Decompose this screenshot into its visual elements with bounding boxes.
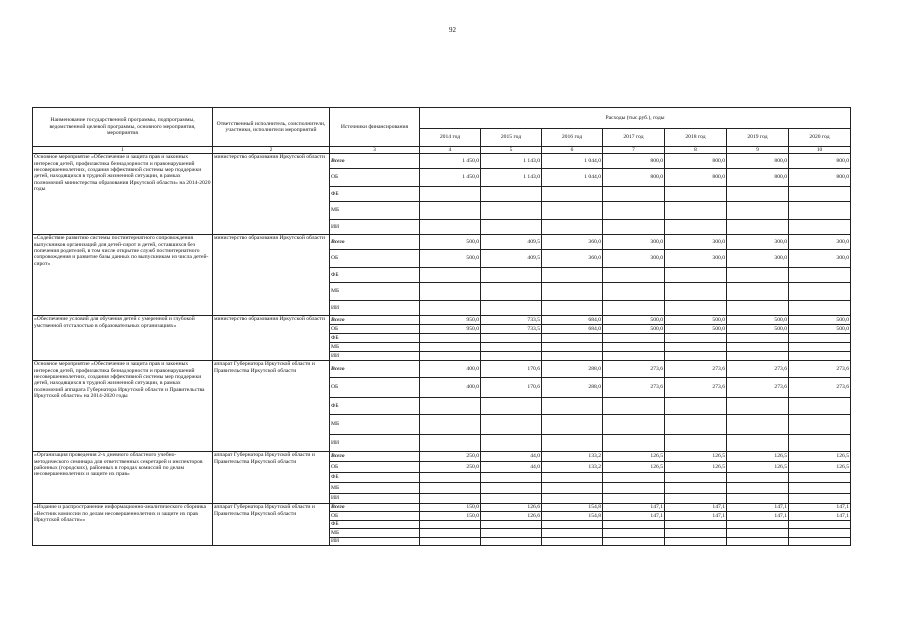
expense-value: 1 450,0 (420, 169, 481, 187)
measure-responsible: аппарат Губернатора Иркутской области и Правительства Иркутской области (213, 452, 330, 504)
expense-value (542, 301, 603, 316)
expense-value (420, 483, 481, 494)
expense-value (420, 343, 481, 352)
expense-value (603, 473, 665, 483)
expense-value: 273,6 (603, 378, 665, 398)
expense-value (665, 187, 727, 202)
page-number: 92 (449, 26, 456, 34)
expense-value (665, 268, 727, 283)
expense-value (542, 283, 603, 301)
expense-value (665, 398, 727, 415)
expense-value (665, 473, 727, 483)
expense-value: 273,6 (789, 361, 851, 378)
funding-source: ОБ (330, 512, 420, 521)
expense-value: 1 044,0 (542, 154, 603, 169)
expense-value: 1 143,0 (481, 154, 542, 169)
expense-value (420, 334, 481, 343)
expense-value: 170,6 (481, 378, 542, 398)
expense-value (727, 334, 789, 343)
funding-source: МБ (330, 343, 420, 352)
expense-value (727, 187, 789, 202)
expense-value: 1 143,0 (481, 169, 542, 187)
expense-value (789, 529, 851, 538)
expense-value (481, 398, 542, 415)
expense-value (603, 301, 665, 316)
expense-value: 500,0 (665, 325, 727, 334)
expense-value: 126,5 (665, 452, 727, 462)
column-number: 9 (727, 147, 789, 154)
header-name: Наименование государственной программы, подпрограммы, ведомственной целевой программы, основного мероприятия, мероприятия (33, 108, 213, 147)
expense-value (603, 334, 665, 343)
expense-value (665, 220, 727, 235)
funding-source: ОБ (330, 169, 420, 187)
expense-value: 273,6 (603, 361, 665, 378)
expense-value: 360,0 (542, 250, 603, 268)
measure-name: Основное мероприятие «Обеспечение и защита прав и законных интересов детей, профилактика безнадзорности и правонарушений несовершеннолетних, создания эффективной системы мер поддержки детей, находящихся в трудной жизненной ситуации, в рамках полномочий министерства образования Иркутской области» на 2014-2020 годы (33, 154, 213, 235)
expense-value (727, 202, 789, 220)
expense-value: 300,0 (789, 235, 851, 250)
expense-value: 126,5 (789, 452, 851, 462)
table-row (33, 452, 851, 462)
expense-value (542, 220, 603, 235)
header-source: Источники финансирования (330, 108, 420, 147)
expense-value: 360,0 (542, 235, 603, 250)
column-number: 8 (665, 147, 727, 154)
expense-value (727, 435, 789, 452)
expense-value: 800,0 (789, 169, 851, 187)
funding-source: ИИ (330, 538, 420, 546)
expense-value (420, 268, 481, 283)
expense-value: 147,1 (603, 504, 665, 512)
expense-value (542, 352, 603, 361)
header-expenses: Расходы (тыс.руб.), годы (420, 108, 851, 129)
expense-value (481, 521, 542, 529)
expense-value: 273,6 (665, 361, 727, 378)
funding-source: ОБ (330, 325, 420, 334)
expense-value: 300,0 (789, 250, 851, 268)
expense-value (481, 334, 542, 343)
expense-value (603, 538, 665, 546)
expense-value (481, 187, 542, 202)
column-number: 4 (420, 147, 481, 154)
measure-responsible: аппарат Губернатора Иркутской области и Правительства Иркутской области (213, 361, 330, 452)
expense-value (665, 529, 727, 538)
expense-value: 126,5 (665, 462, 727, 473)
expense-value (481, 343, 542, 352)
expense-value (420, 352, 481, 361)
funding-source: ФБ (330, 187, 420, 202)
expense-value: 288,0 (542, 361, 603, 378)
funding-source: ИИ (330, 301, 420, 316)
expense-value: 44,0 (481, 452, 542, 462)
header-year: 2014 год (420, 129, 481, 147)
expense-value (603, 343, 665, 352)
expense-value (727, 398, 789, 415)
header-year: 2015 год (481, 129, 542, 147)
expense-value: 126,5 (727, 452, 789, 462)
expense-value: 950,0 (420, 316, 481, 325)
expense-value (727, 473, 789, 483)
expense-value: 126,5 (727, 462, 789, 473)
measure-name: «Издание и распространение информационно-аналитического сборника «Вестник комиссии по делам несовершеннолетних и защите их прав Иркутской области»» (33, 504, 213, 546)
expense-value: 126,5 (603, 452, 665, 462)
expense-value: 44,0 (481, 462, 542, 473)
expense-value (789, 473, 851, 483)
expense-value: 800,0 (727, 154, 789, 169)
expense-value: 684,0 (542, 325, 603, 334)
expense-value (542, 398, 603, 415)
expense-value (789, 268, 851, 283)
expense-value: 273,6 (789, 378, 851, 398)
funding-source: Всего (330, 361, 420, 378)
expense-value (727, 220, 789, 235)
expense-value (420, 473, 481, 483)
expense-value: 147,1 (727, 512, 789, 521)
funding-source: ФБ (330, 521, 420, 529)
expense-value (727, 283, 789, 301)
funding-source: ФБ (330, 473, 420, 483)
header-year: 2019 год (727, 129, 789, 147)
expense-value (665, 415, 727, 435)
expense-value: 273,6 (727, 378, 789, 398)
expense-value (481, 473, 542, 483)
expense-value (727, 483, 789, 494)
expense-value (665, 521, 727, 529)
expense-value (481, 268, 542, 283)
expense-value (542, 483, 603, 494)
expense-value (727, 538, 789, 546)
column-number: 2 (213, 147, 330, 154)
expense-value: 300,0 (665, 235, 727, 250)
expense-value: 800,0 (665, 169, 727, 187)
expense-value (603, 529, 665, 538)
table-row (33, 504, 851, 512)
expense-value (789, 415, 851, 435)
expense-value: 1 044,0 (542, 169, 603, 187)
expense-value: 147,1 (603, 512, 665, 521)
expense-value (603, 187, 665, 202)
expense-value: 500,0 (603, 325, 665, 334)
expense-value (789, 483, 851, 494)
column-number: 5 (481, 147, 542, 154)
expense-value (789, 220, 851, 235)
funding-source: Всего (330, 316, 420, 325)
expense-value (420, 494, 481, 504)
expense-value: 250,0 (420, 462, 481, 473)
expense-value (481, 301, 542, 316)
header-year: 2020 год (789, 129, 851, 147)
expense-value: 150,0 (420, 504, 481, 512)
expense-value (727, 494, 789, 504)
funding-source: Всего (330, 154, 420, 169)
expense-value: 500,0 (727, 316, 789, 325)
expense-value: 147,1 (789, 512, 851, 521)
expense-value: 800,0 (727, 169, 789, 187)
expense-value: 300,0 (603, 250, 665, 268)
expense-value (542, 415, 603, 435)
header-year: 2017 год (603, 129, 665, 147)
expense-value (420, 220, 481, 235)
measure-name: «Содействие развитию системы постинтернатного сопровождения выпускников организаций для детей-сирот и детей, оставшихся без попечения родителей, в том числе открытие служб постинтернатного сопровождения и развитие базы данных по выпускникам из числа детей-сирот» (33, 235, 213, 316)
expense-value: 147,1 (727, 504, 789, 512)
expense-value: 154,8 (542, 504, 603, 512)
expense-value (481, 435, 542, 452)
expense-value: 400,0 (420, 378, 481, 398)
header-year: 2018 год (665, 129, 727, 147)
expense-value (789, 187, 851, 202)
expense-value (789, 398, 851, 415)
funding-source: Всего (330, 504, 420, 512)
expense-value (789, 538, 851, 546)
expense-value (481, 283, 542, 301)
measure-responsible: министерство образования Иркутской области (213, 154, 330, 235)
table-row (33, 154, 851, 169)
header-responsible: Ответственный исполнитель, соисполнители, участники, исполнители мероприятий (213, 108, 330, 147)
expense-value (789, 301, 851, 316)
table-body (33, 154, 851, 546)
expense-value (603, 494, 665, 504)
expense-value (665, 538, 727, 546)
expense-value: 500,0 (603, 316, 665, 325)
table-row (33, 235, 851, 250)
funding-source: Всего (330, 235, 420, 250)
measure-name: «Обеспечение условий для обучения детей с умеренной и глубокой умственной отсталостью в образовательных организациях» (33, 316, 213, 361)
expense-value (727, 268, 789, 283)
expense-value: 126,5 (603, 462, 665, 473)
column-number: 3 (330, 147, 420, 154)
expense-value (789, 343, 851, 352)
expense-value: 126,5 (789, 462, 851, 473)
expense-value (727, 301, 789, 316)
expense-value (727, 521, 789, 529)
funding-source: ОБ (330, 250, 420, 268)
expense-value (665, 202, 727, 220)
expense-value (481, 415, 542, 435)
measure-name: Основное мероприятие «Обеспечение и защита прав и законных интересов детей, профилактика безнадзорности и правонарушений несовершеннолетних, создания эффективной системы мер поддержки детей, находящихся в трудной жизненной ситуации, в рамках полномочий аппарата Губернатора Иркутской области и Правительства Иркутской области» на 2014-2020 годы (33, 361, 213, 452)
expense-value (727, 352, 789, 361)
expense-value (727, 529, 789, 538)
expense-value (789, 202, 851, 220)
expense-value: 147,1 (665, 512, 727, 521)
expense-value (789, 283, 851, 301)
expense-value (727, 415, 789, 435)
expense-value: 500,0 (789, 325, 851, 334)
funding-source: ФБ (330, 398, 420, 415)
expense-value (603, 521, 665, 529)
expense-value: 170,6 (481, 361, 542, 378)
funding-source: ИИ (330, 220, 420, 235)
expense-value: 273,6 (665, 378, 727, 398)
expense-value: 300,0 (665, 250, 727, 268)
expense-value (481, 538, 542, 546)
measure-name: «Организация проведения 2-х дневного областного учебно-методического семинара для ответственных секретарей и инспекторов районных (городских), районных в городах комиссий по делам несовершеннолетних и защите их прав» (33, 452, 213, 504)
funding-source: МБ (330, 483, 420, 494)
funding-source: ОБ (330, 378, 420, 398)
expense-value: 733,5 (481, 325, 542, 334)
expense-value (542, 202, 603, 220)
column-number: 7 (603, 147, 665, 154)
funding-source: ФБ (330, 334, 420, 343)
expense-value (789, 334, 851, 343)
expense-value: 273,6 (727, 361, 789, 378)
expense-value: 409,5 (481, 235, 542, 250)
expense-value (420, 415, 481, 435)
expense-value: 154,8 (542, 512, 603, 521)
expense-value (789, 352, 851, 361)
expense-value (420, 202, 481, 220)
column-number: 1 (33, 147, 213, 154)
expense-value: 500,0 (727, 325, 789, 334)
expense-value (603, 283, 665, 301)
funding-source: МБ (330, 529, 420, 538)
expense-value: 300,0 (603, 235, 665, 250)
expense-value (420, 301, 481, 316)
expense-value: 800,0 (603, 154, 665, 169)
expense-value (789, 435, 851, 452)
funding-source: ИИ (330, 494, 420, 504)
expense-value (481, 220, 542, 235)
expense-value (665, 283, 727, 301)
expense-value (420, 521, 481, 529)
expense-value (542, 435, 603, 452)
expense-value (420, 187, 481, 202)
expense-value: 133,2 (542, 462, 603, 473)
expense-value (542, 334, 603, 343)
expense-value: 1 450,0 (420, 154, 481, 169)
expense-value (542, 268, 603, 283)
expense-value: 684,0 (542, 316, 603, 325)
expense-value: 800,0 (665, 154, 727, 169)
expense-value (665, 483, 727, 494)
expense-value (603, 268, 665, 283)
expense-value: 409,5 (481, 250, 542, 268)
measure-responsible: министерство образования Иркутской области (213, 235, 330, 316)
expense-value: 950,0 (420, 325, 481, 334)
expense-value (542, 494, 603, 504)
expense-value: 147,1 (789, 504, 851, 512)
expense-value: 126,6 (481, 504, 542, 512)
expense-value: 300,0 (727, 235, 789, 250)
expense-value: 500,0 (789, 316, 851, 325)
expense-value (603, 220, 665, 235)
column-number: 6 (542, 147, 603, 154)
funding-source: ИИ (330, 352, 420, 361)
expense-value (542, 538, 603, 546)
expense-value: 250,0 (420, 452, 481, 462)
expense-value (542, 521, 603, 529)
expense-value (603, 415, 665, 435)
expense-value: 500,0 (665, 316, 727, 325)
funding-source: ИИ (330, 435, 420, 452)
expense-value (420, 529, 481, 538)
expense-value: 800,0 (789, 154, 851, 169)
header-year: 2016 год (542, 129, 603, 147)
measure-responsible: аппарат Губернатора Иркутской области и Правительства Иркутской области (213, 504, 330, 546)
expense-value (665, 301, 727, 316)
expense-value (542, 473, 603, 483)
expense-value (420, 538, 481, 546)
expense-value: 500,0 (420, 250, 481, 268)
table-row (33, 316, 851, 325)
expense-value (789, 521, 851, 529)
expense-value (420, 398, 481, 415)
expense-value (665, 494, 727, 504)
expense-value (665, 435, 727, 452)
expense-value (603, 202, 665, 220)
expense-value (727, 343, 789, 352)
expense-value: 133,2 (542, 452, 603, 462)
expense-value (665, 343, 727, 352)
funding-source: МБ (330, 202, 420, 220)
expense-value (420, 435, 481, 452)
expense-value (603, 435, 665, 452)
expense-value: 126,6 (481, 512, 542, 521)
expense-value (481, 202, 542, 220)
expense-value: 800,0 (603, 169, 665, 187)
expense-value (481, 483, 542, 494)
expense-value: 150,0 (420, 512, 481, 521)
expenses-table (32, 107, 851, 546)
funding-source: ФБ (330, 268, 420, 283)
expense-value (542, 529, 603, 538)
expense-value: 147,1 (665, 504, 727, 512)
expense-value (420, 283, 481, 301)
funding-source: ОБ (330, 462, 420, 473)
funding-source: МБ (330, 283, 420, 301)
expense-value: 733,5 (481, 316, 542, 325)
expense-value: 288,0 (542, 378, 603, 398)
expense-value (542, 187, 603, 202)
expense-value (481, 352, 542, 361)
column-number: 10 (789, 147, 851, 154)
funding-source: МБ (330, 415, 420, 435)
expense-value (603, 398, 665, 415)
table-row (33, 361, 851, 378)
funding-source: Всего (330, 452, 420, 462)
expense-value: 300,0 (727, 250, 789, 268)
expense-value (542, 343, 603, 352)
measure-responsible: министерство образования Иркутской области (213, 316, 330, 361)
expense-value (603, 352, 665, 361)
expense-value (603, 483, 665, 494)
expense-value (481, 494, 542, 504)
expense-value: 400,0 (420, 361, 481, 378)
expense-value: 500,0 (420, 235, 481, 250)
expense-value (665, 352, 727, 361)
expense-value (665, 334, 727, 343)
expense-value (481, 529, 542, 538)
expense-value (789, 494, 851, 504)
